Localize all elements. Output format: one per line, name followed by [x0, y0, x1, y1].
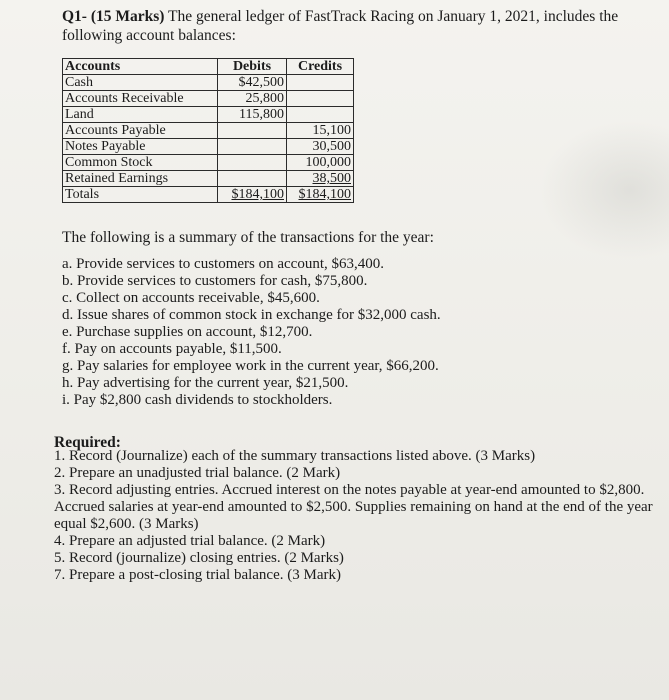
- credit-value: 15,100: [287, 123, 354, 139]
- account-name: Notes Payable: [63, 139, 218, 155]
- ledger-row: [63, 171, 354, 187]
- transaction-item: b. Provide services to customers for cash, $75,800.: [62, 273, 368, 289]
- transaction-item: e. Purchase supplies on account, $12,700.: [62, 324, 313, 340]
- ledger-header-row: [63, 59, 354, 75]
- account-name: Retained Earnings: [63, 171, 218, 187]
- debit-value: [218, 171, 287, 187]
- transaction-item: a. Provide services to customers on account, $63,400.: [62, 256, 385, 272]
- ledger-row: [63, 123, 354, 139]
- header-accounts: Accounts: [63, 59, 218, 75]
- transaction-item: h. Pay advertising for the current year, $21,500.: [62, 375, 349, 391]
- debit-value: [218, 123, 287, 139]
- debit-value: 25,800: [218, 91, 287, 107]
- requirement-item: 5. Record (journalize) closing entries. (2 Marks): [54, 550, 344, 566]
- requirement-item: 1. Record (Journalize) each of the summary transactions listed above. (3 Marks): [54, 448, 536, 464]
- ledger-row: [63, 75, 354, 91]
- credit-value: 100,000: [287, 155, 354, 171]
- page-shadow: [539, 120, 669, 260]
- credit-value: [287, 107, 354, 123]
- totals-credit: $184,100: [287, 187, 354, 203]
- ledger-row: [63, 155, 354, 171]
- header-debits: Debits: [218, 59, 287, 75]
- debit-value: $42,500: [218, 75, 287, 91]
- required-heading: Required:: [54, 434, 121, 451]
- requirement-item: 4. Prepare an adjusted trial balance. (2 Mark): [54, 533, 326, 549]
- transaction-list: [62, 256, 441, 409]
- totals-debit: $184,100: [218, 187, 287, 203]
- header-credits: Credits: [287, 59, 354, 75]
- ledger-row: [63, 139, 354, 155]
- credit-value: 38,500: [287, 171, 354, 187]
- question-label: Q1- (15 Marks): [62, 8, 165, 25]
- account-name: Common Stock: [63, 155, 218, 171]
- requirement-item: 3. Record adjusting entries. Accrued interest on the notes payable at year-end amounted to $2,800. Accrued salaries at year-end amounted to $2,500. Supplies remaining on hand at the end of the year equal $2,600. (3 Marks): [54, 482, 653, 532]
- credit-value: [287, 75, 354, 91]
- requirement-item: 7. Prepare a post-closing trial balance. (3 Mark): [54, 567, 341, 583]
- requirement-item: 2. Prepare an unadjusted trial balance. (2 Mark): [54, 465, 341, 481]
- ledger-row: [63, 91, 354, 107]
- account-name: Accounts Receivable: [63, 91, 218, 107]
- account-name: Land: [63, 107, 218, 123]
- transaction-item: c. Collect on accounts receivable, $45,600.: [62, 290, 320, 306]
- question-text: The general ledger of FastTrack Racing on January 1, 2021, includes the following account balances:: [62, 8, 619, 44]
- ledger-totals-row: [63, 187, 354, 203]
- debit-value: [218, 139, 287, 155]
- transaction-item: f. Pay on accounts payable, $11,500.: [62, 341, 282, 357]
- debit-value: [218, 155, 287, 171]
- summary-intro: The following is a summary of the transactions for the year:: [62, 229, 434, 246]
- credit-value: 30,500: [287, 139, 354, 155]
- question-title: [62, 7, 642, 45]
- transaction-item: i. Pay $2,800 cash dividends to stockholders.: [62, 392, 333, 408]
- requirement-list: [54, 448, 654, 584]
- account-name: Accounts Payable: [63, 123, 218, 139]
- ledger-table: [62, 58, 354, 203]
- totals-label: Totals: [63, 187, 218, 203]
- transaction-item: g. Pay salaries for employee work in the current year, $66,200.: [62, 358, 439, 374]
- transaction-item: d. Issue shares of common stock in exchange for $32,000 cash.: [62, 307, 441, 323]
- ledger-row: [63, 107, 354, 123]
- account-name: Cash: [63, 75, 218, 91]
- credit-value: [287, 91, 354, 107]
- debit-value: 115,800: [218, 107, 287, 123]
